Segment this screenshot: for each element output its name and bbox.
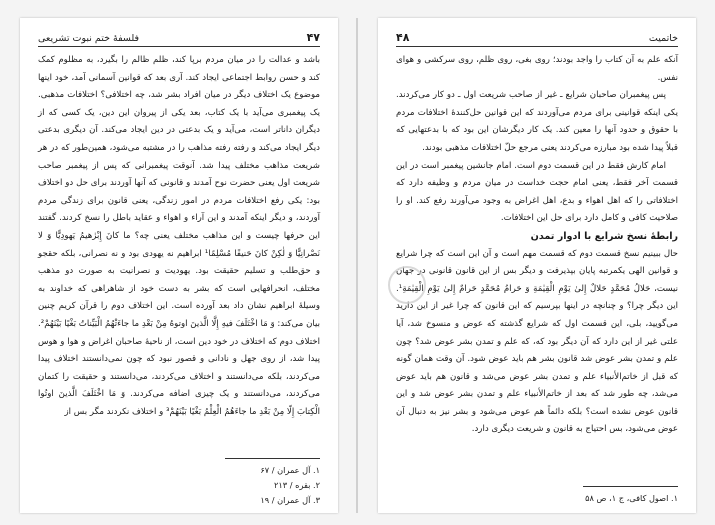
section-heading: رابطهٔ نسخ شرایع با ادوار تمدن xyxy=(530,230,678,242)
left-footnotes xyxy=(38,458,320,508)
right-paragraph-3: امام کارش فقط در این قسمت دوم است. امام جانشین پیغمبر است در این قسمت آخر فقط، یعنی امام حجت خداست در میان مردم و وظیفه دارد که اختلافاتی را که اهل اهواء و بدع، اهل اغراض به وجود می‌آورند رفع کند. او را صلاحیت کافی و کامل دارد برای حل این اختلافات. xyxy=(396,160,678,224)
section-paragraph: حال ببینیم نسخ قسمت دوم که قسمت مهم است و آن این است که چرا شرایع و قوانین الهی یکمرتبه پایان بپذیرفت و دیگر بس از این قانون قانونی در جهان نیست، حَلالُ مُحَمَّدٍ حَلالٌ إِلىٰ يَوْمِ الْقِيٰمَةِ وَ حَرامُ مُحَمَّدٍ حَرامٌ إِلىٰ يَوْمِ الْقِيٰمَةِ¹. این دیگر چرا؟ و چنانچه در اینها بپرسیم که این قانون که چرا غیر از این دارید می‌گویید، بلی، این قسمت اول که شرایع گذشته که عوض و منسوخ شد، آیا علتی غیر از این دارد که آن دیگر بود که، که علم و تمدن بشر عوض شد؟ چون علم و تمدن بشر عوض شد قانون بشر هم باید عوض شود. آن وقت همان گونه که قبل از خاتم‌الأنبیاء علم و تمدن بشر عوض می‌شد و قانون هم باید عوض می‌شد، چه طور شد که بعد از خاتم‌الأنبیاء علم و تمدن بشر عوض شد و این قانون عوض نشده است؟ بلکه دائماً هم عوض می‌شود و بشر نیز به دنبال آن عوض می‌شود، بس احتیاج به قانون و شریعت دیگری دارد. xyxy=(396,248,678,435)
right-page-number: ۴۸ xyxy=(396,31,410,44)
left-footnote-2: ۲. بقره / ۲۱۳ xyxy=(273,480,320,490)
left-page-number: ۴۷ xyxy=(306,31,320,44)
right-footnote-1: ۱. اصول کافی، ج ۱، ص ۵۸ xyxy=(585,493,678,503)
right-page xyxy=(378,18,696,513)
left-footnote-1: ۱. آل عمران / ۶۷ xyxy=(260,465,320,475)
footnote-rule xyxy=(225,458,320,459)
right-page-body xyxy=(396,52,678,439)
right-paragraph-2: پس پیغمبران صاحبان شرایع ـ غیر از صاحب شریعت اول ـ دو کار می‌کردند. یکی اینکه قوانینی برای مردم می‌آوردند که این قوانین حل‌کنندهٔ اختلافات مردم با حقوق و حدود آنها را معین کند. یک کار دیگرشان این بود که با بدعتهایی که قبلاً پیدا شده بود مبارزه می‌کردند یعنی مرجع حلّ اختلافات مذهبی بودند. xyxy=(396,90,678,153)
footnote-rule xyxy=(583,486,678,487)
publisher-watermark-logo xyxy=(388,266,426,304)
left-running-title: فلسفهٔ ختم نبوت تشریعی xyxy=(38,33,140,44)
book-gutter xyxy=(356,18,358,513)
left-footnote-3: ۳. آل عمران / ۱۹ xyxy=(260,495,320,505)
right-running-title: خاتمیت xyxy=(648,33,678,44)
left-page-body xyxy=(38,52,320,421)
left-paragraph-1: باشد و عدالت را در میان مردم برپا کند، ظلم ظالم را بگیرد، به مظلوم کمک کند و حسن روابط اجتماعی ایجاد کند. آری بعد که قوانین آسمانی آمد، خود اینها موضوع یک اختلاف دیگر در میان افراد بشر شد، چه اختلافی؟ اختلافات مذهبی. یک پیغمبری می‌آید با یک کتاب، بعد یکی از پیروان این دین، یک کسی که از دیگران داناتر است، می‌آید و یک بدعتی در دین ایجاد می‌کند. آن دیگری بدعتی دیگر ایجاد می‌کند و رفته رفته مذاهب را در مشتبه می‌شود، همین‌طور که در هر شریعت مذاهب مختلف پیدا شد. آنوقت پیغمبرانی که پس از پیغمبر صاحب شریعت اول یعنی حضرت نوح آمدند و قانونی که آنها آوردند برای حل دو اختلاف بود: یکی رفع اختلافات مردم در امور زندگی، یعنی قانون برای زندگی مردم آوردند، و دیگر اینکه آمدند و این آراء و اهواء و عقاید باطل را نسخ کردند. گفتند این حرفها چیست و این مذاهب مختلف یعنی چه؟ ما كانَ إِبْرٰهيمُ يَهودِيًّا وَ لا نَصْرانِيًّا وَ لٰكِنْ كانَ حَنيفًا مُسْلِمًا¹ ابراهیم نه یهودی بود و نه نصرانی، بلکه حقجو و حق‌طلب و تسلیم حقیقت بود. یهودیت و نصرانیت به صورت دو مذهب مختلف، انحرافهایی است که بشر به دست خود از شاهراهی که خداوند به وسیلهٔ ابراهیم نشان داد بعد آورده است. این اختلاف دوم را قرآن کریم چنین بیان می‌کند: وَ مَا اخْتَلَفَ فيهِ إِلَّا الَّذينَ اوتوهُ مِنْ بَعْدِ ما جاءَتْهُمُ الْبَيِّناتُ بَغْيًا بَيْنَهُمْ². اختلاف دوم که اختلاف در خود دین است، از ناحیهٔ صاحبان اغراض و هوا و هوس پیدا شد، از روی جهل و نادانی و قصور نبود که چون نمی‌دانستند اختلاف پیدا می‌کردند، بلکه می‌دانستند و اختلاف می‌کردند، می‌دانستند و حقیقت را کتمان می‌کردند، می‌دانستند و یک چیزی اضافه می‌کردند. وَ مَا اخْتَلَفَ الَّذينَ اوتُوا الْكِتابَ إِلّا مِنْ بَعْدِ ما جاءَهُمُ الْعِلْمُ بَغْيًا بَيْنَهُمْ³ و اختلاف نکردند مگر بس از xyxy=(38,55,321,417)
right-footnotes xyxy=(396,486,678,506)
right-page-header xyxy=(396,28,678,47)
left-page-header xyxy=(38,28,320,47)
right-paragraph-1: آنکه علم به آن کتاب را واجد بودند؛ روی بغی، روی ظلم، روی سرکشی و هوای نفس. xyxy=(396,55,678,83)
left-page xyxy=(20,18,338,513)
